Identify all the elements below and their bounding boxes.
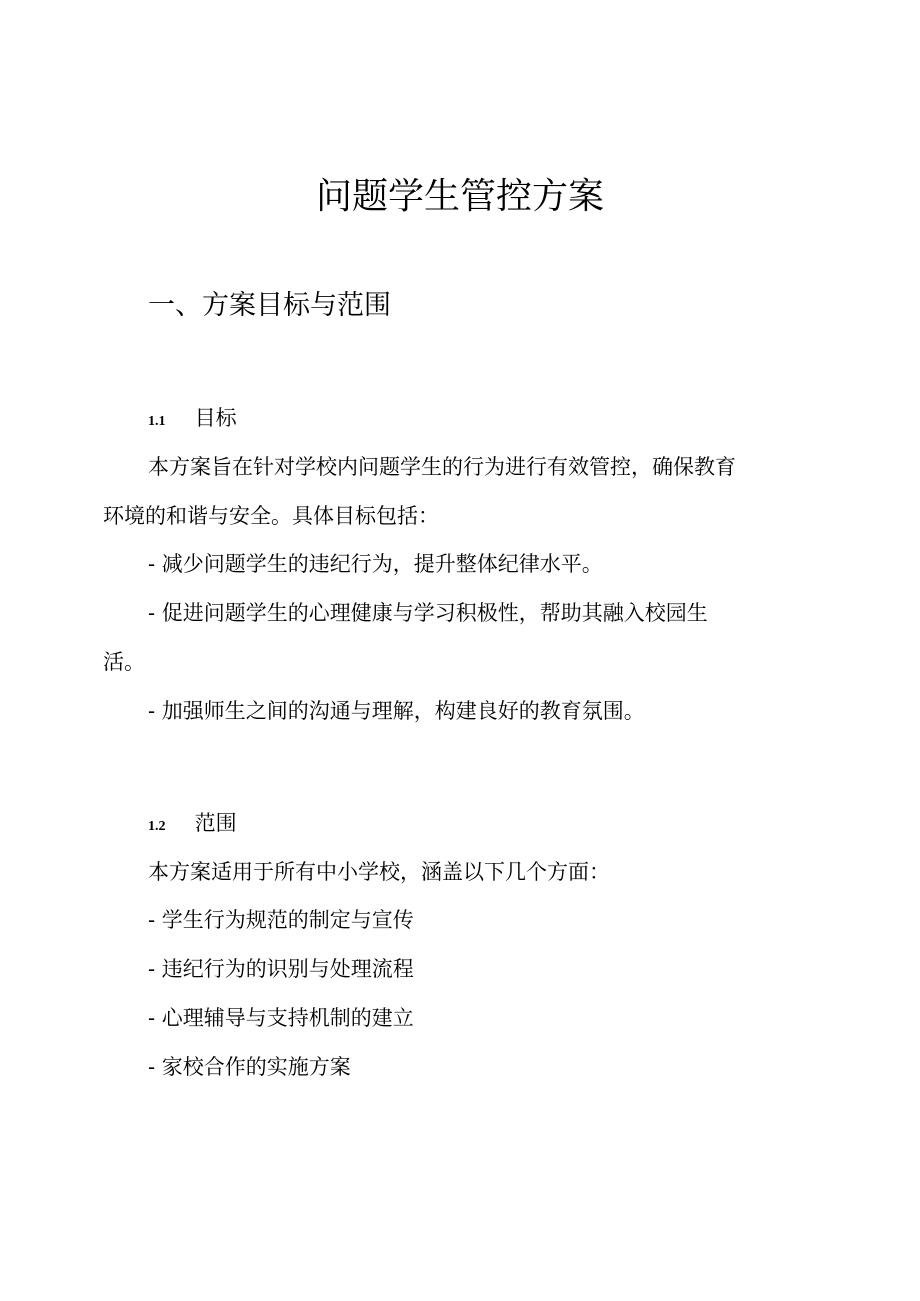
subsection-number: 1.2 <box>148 819 166 834</box>
subsection-heading-goals <box>148 403 237 437</box>
subsection-title: 范围 <box>194 811 237 835</box>
goals-intro-line-1: 本方案旨在针对学校内问题学生的行为进行有效管控，确保教育 <box>148 455 736 479</box>
goal-item-3: - 加强师生之间的沟通与理解，构建良好的教育氛围。 <box>148 699 645 723</box>
subsection-title: 目标 <box>194 406 237 430</box>
section-heading-goals-scope: 一、方案目标与范围 <box>148 290 391 321</box>
goal-item-2-line-2: 活。 <box>103 650 145 674</box>
scope-item-4: - 家校合作的实施方案 <box>148 1055 351 1079</box>
subsection-number: 1.1 <box>148 414 166 429</box>
scope-item-3: - 心理辅导与支持机制的建立 <box>148 1006 414 1030</box>
goal-item-2-line-1: - 促进问题学生的心理健康与学习积极性，帮助其融入校园生 <box>148 601 708 625</box>
scope-item-2: - 违纪行为的识别与处理流程 <box>148 957 414 981</box>
scope-item-1: - 学生行为规范的制定与宣传 <box>148 908 414 932</box>
subsection-heading-scope <box>148 808 237 842</box>
goals-intro-line-2: 环境的和谐与安全。具体目标包括： <box>103 504 439 528</box>
document-title: 问题学生管控方案 <box>315 176 604 217</box>
goal-item-1: - 减少问题学生的违纪行为，提升整体纪律水平。 <box>148 552 603 576</box>
scope-intro: 本方案适用于所有中小学校，涵盖以下几个方面： <box>148 860 610 884</box>
